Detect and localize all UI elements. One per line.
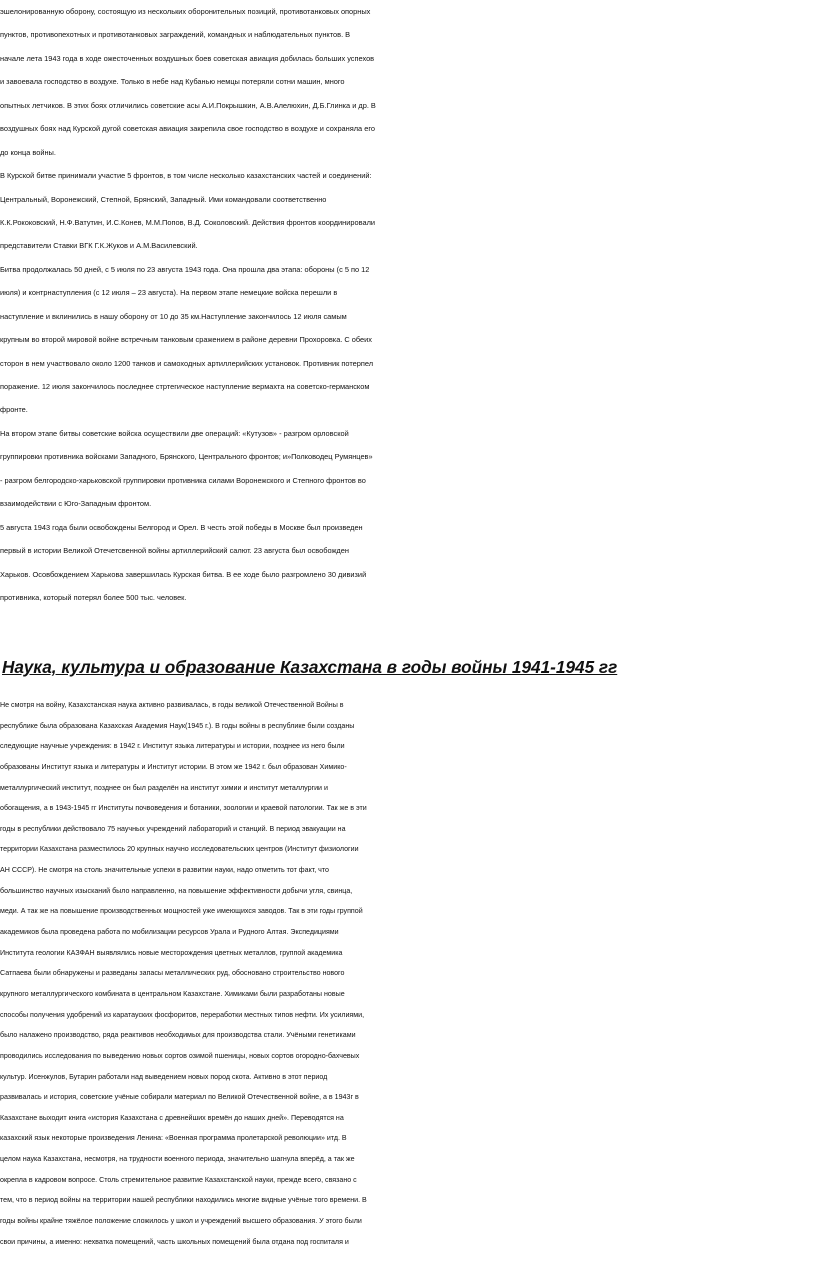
text-line: Харьков. Осовбождением Харькова завершилась Курская битва. В ее ходе было разгромлено 30 дивизий	[0, 569, 367, 579]
text-line: было налажено производство, ряда реактивов необходимых для производства стали. Учёными генетиками	[0, 1031, 356, 1040]
text-line: академиков была проведена работа по мобилизации ресурсов Урала и Рудного Алтая. Экспедициями	[0, 928, 339, 937]
text-line: металлургический институт, позднее он был разделён на институт химии и институт металлургии и	[0, 783, 328, 792]
text-line: 5 августа 1943 года были освобождены Белгород и Орел. В честь этой победы в Москве был произведен	[0, 522, 363, 532]
text-line: эшелонированную оборону, состоящую из нескольких оборонительных позиций, противотанковых опорных	[0, 7, 371, 16]
text-line: меди. А так же на повышение производственных мощностей уже имеющихся заводов. Так в эти годы группой	[0, 907, 363, 916]
text-line: наступление и вклинились в нашу оборону от 10 до 35 км.Наступление закончилось 12 июля самым	[0, 311, 347, 321]
text-line: Центральный, Воронежский, Степной, Брянский, Западный. Ими командовали соответственно	[0, 194, 327, 204]
text-line: проводились исследования по выведению новых сортов озимой пшеницы, новых сортов огородно-бахчевых	[0, 1051, 360, 1060]
text-line: обогащения, а в 1943-1945 гг Институты почвоведения и ботаники, зоологии и краевой патологии. Так же в эти	[0, 804, 367, 813]
text-line: целом наука Казахстана, несмотря, на трудности военного периода, значительно шагнула вперёд, а так же	[0, 1155, 355, 1164]
text-line: до конца войны.	[0, 147, 56, 157]
text-line: крупного металлургического комбината в центральном Казахстане. Химиками были разработаны новые	[0, 989, 345, 998]
text-line: развивалась и история, советские учёные собирали материал по Великой Отечественной войне, а в 1943г в	[0, 1093, 359, 1102]
text-line: способы получения удобрений из каратауских фосфоритов, переработки местных типов нефти. Их усилиями,	[0, 1010, 365, 1019]
text-line: следующие научные учреждения: в 1942 г. Институт языка литературы и истории, позднее из него были	[0, 742, 345, 751]
text-line: годы в республики действовало 75 научных учреждений лабораторий и станций. В период эвакуации на	[0, 824, 346, 833]
text-line: казахский язык некоторые произведения Ленина: «Военная программа пролетарской революции» итд. В	[0, 1134, 347, 1143]
text-line: Битва продолжалась 50 дней, с 5 июля по 23 августа 1943 года. Она прошла два этапа: обороны (с 5 по 12	[0, 264, 370, 274]
text-line: Института геологии КАЗФАН выявлялись новые месторождения цветных металлов, группой академика	[0, 948, 343, 957]
text-line: годы войны крайне тяжёлое положение сложилось у школ и учреждений высшего образования. У этого были	[0, 1217, 362, 1226]
text-line: взаимодействии с Юго-Западным фронтом.	[0, 499, 152, 509]
text-line: окрепла в кадровом вопросе. Столь стремительное развитие Казахстанской науки, прежде всего, связано с	[0, 1175, 357, 1184]
text-line: Не смотря на войну, Казахстанская наука активно развивалась, в годы великой Отечественной Войны в	[0, 701, 344, 709]
text-line: культур. Исенжулов, Бутарин работали над выведением новых пород скота. Активно в этот период	[0, 1072, 328, 1081]
text-line: крупным во второй мировой войне встречным танковым сражением в районе деревни Прохоровка. С обеих	[0, 335, 372, 345]
text-line: Сатпаева были обнаружены и разведаны запасы металлических руд, обосновано строительство нового	[0, 969, 345, 978]
text-block-science-kazakhstan	[0, 695, 814, 1252]
text-line: свои причины, а именно: нехватка помещений, часть школьных помещений была отдана под госпиталя и	[0, 1237, 349, 1246]
text-line: опытных летчиков. В этих боях отличились советские асы А.И.Покрышкин, А.В.Алелюхин, Д.Б.Глинка и др. В	[0, 100, 376, 110]
text-line: группировки противника войсками Западного, Брянского, Центрального фронтов; и»Полководец Румянцев»	[0, 452, 373, 462]
text-line: На втором этапе битвы советские войска осуществили две операций: «Кутузов» - разгром орловской	[0, 428, 349, 438]
text-line: противника, который потерял более 500 тыс. человек.	[0, 592, 187, 602]
text-line: большинство научных изысканий было направленно, на повышение эффективности добычи угля, свинца,	[0, 886, 353, 895]
text-line: В Курской битве принимали участие 5 фронтов, в том числе несколько казахстанских частей и соединений:	[0, 171, 372, 181]
section-heading: Наука, культура и образование Казахстана в годы войны 1941-1945 гг	[2, 657, 618, 677]
text-line: К.К.Рококовский, Н.Ф.Ватутин, И.С.Конев, М.М.Попов, В.Д. Соколовский. Действия фронтов координировали	[0, 217, 376, 227]
text-line: Казахстане выходит книга «история Казахстана с древнейших времён до наших дней». Переводятся на	[0, 1113, 344, 1122]
text-line: образованы Институт языка и литературы и Институт истории. В этом же 1942 г. был образован Химико-	[0, 762, 347, 771]
text-line: пунктов, противопехотных и противотанковых заграждений, командных и наблюдательных пунктов. В	[0, 30, 351, 40]
text-block-kursk-battle	[0, 0, 814, 609]
text-line: территории Казахстана разместилось 20 крупных научно исследовательских центров (Институт физиологии	[0, 845, 359, 854]
text-line: тем, что в период войны на территории нашей республики находились многие видные учёные того времени. В	[0, 1196, 367, 1205]
text-line: начале лета 1943 года в ходе ожесточенных воздушных боев советская авиация добилась больших успехов	[0, 53, 375, 63]
text-line: поражение. 12 июля закончилось последнее стртегическое наступление вермахта на советско-германском	[0, 382, 370, 391]
text-line: первый в истории Великой Отечетсвенной войны артиллерийский салют. 23 августа был освобожден	[0, 546, 349, 556]
text-line: республике была образована Казахская Академия Наук(1945 г.). В годы войны в республике были созданы	[0, 721, 355, 730]
text-line: - разгром белгородско-харьковской группировки противника силами Воронежского и Степного фронтов во	[0, 475, 366, 485]
text-line: сторон в нем участвовало около 1200 танков и самоходных артиллерийских установок. Противник потерпел	[0, 358, 374, 368]
text-line: представители Ставки ВГК Г.К.Жуков и А.М.Василевский.	[0, 241, 198, 251]
text-line: АН СССР). Не смотря на столь значительные успехи в развитии науки, надо отметить тот факт, что	[0, 866, 329, 875]
text-line: фронте.	[0, 405, 28, 415]
text-line: воздушных боях над Курской дугой советская авиация закрепила свое господство в воздухе и сохраняла его	[0, 124, 375, 134]
text-line: июля) и контрнаступления (с 12 июля – 23 августа). На первом этапе немецкие войска перешли в	[0, 288, 338, 298]
text-line: и завоевала господство в воздухе. Только в небе над Кубанью немцы потеряли сотни машин, много	[0, 77, 345, 87]
